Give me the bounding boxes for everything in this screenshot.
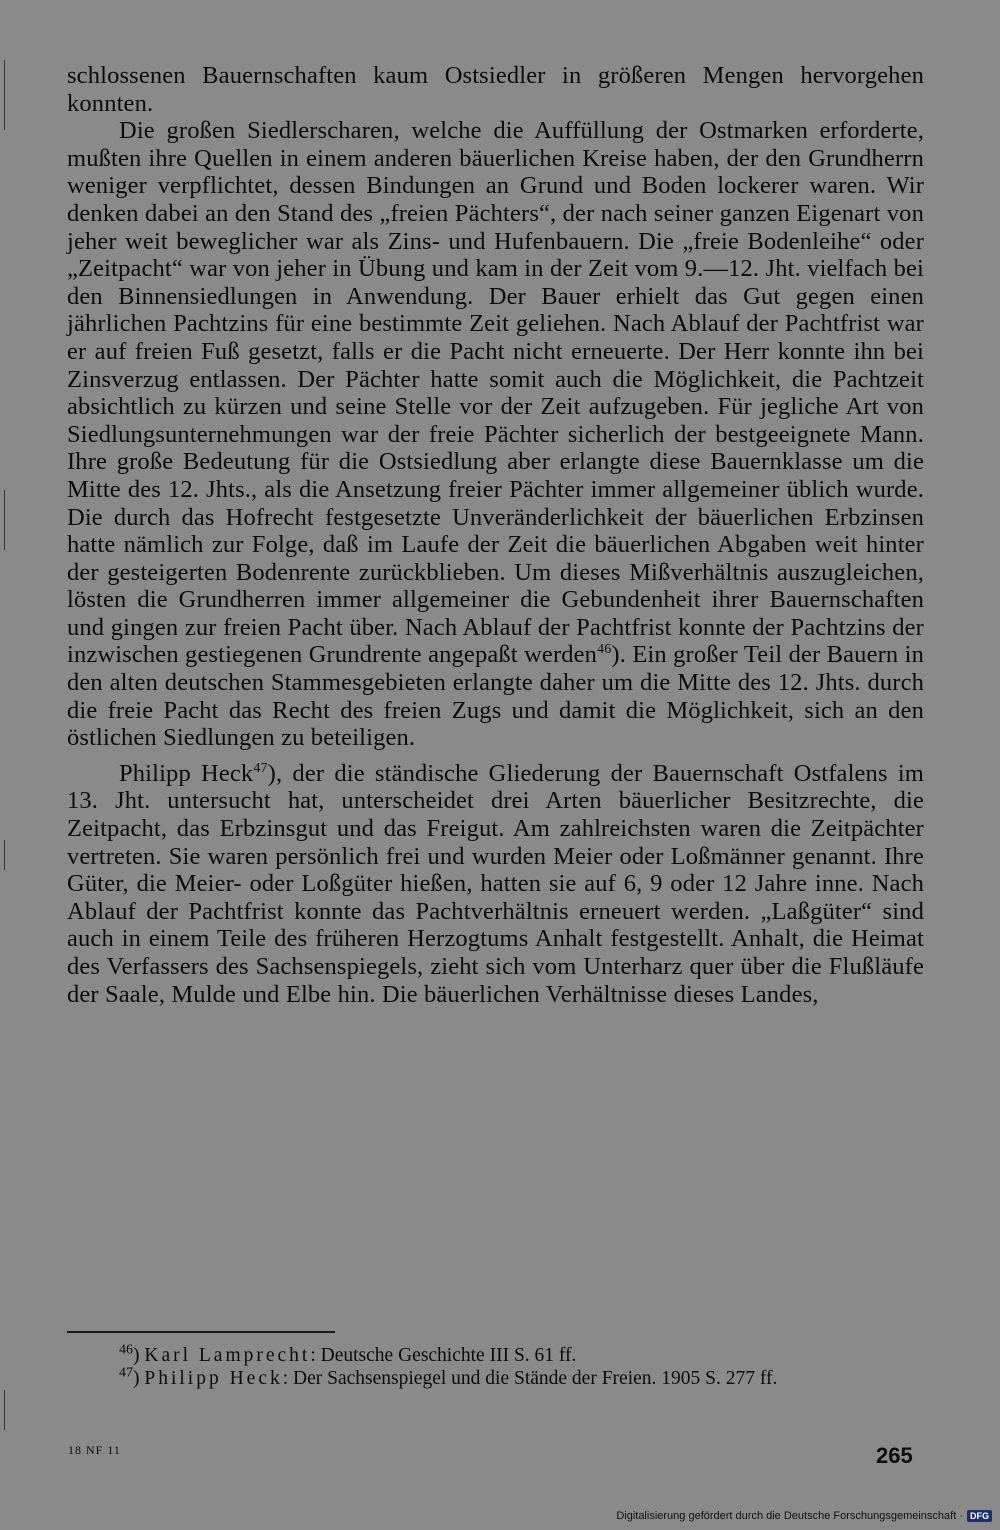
scan-edge-mark xyxy=(4,60,5,130)
footnote-text: : Deutsche Geschichte III S. 61 ff. xyxy=(310,1345,577,1366)
footnote-text: : Der Sachsenspiegel und die Stände der Freien. 1905 S. 277 ff. xyxy=(282,1368,778,1389)
footnotes xyxy=(67,1344,919,1390)
page-number: 265 xyxy=(876,1443,913,1468)
paragraph-text: Philipp Heck xyxy=(119,759,254,787)
dfg-logo-icon: DFG xyxy=(967,1510,992,1522)
printer-signature: 18 NF 11 xyxy=(68,1443,121,1457)
footnote-ref: 47 xyxy=(253,760,268,776)
footnote-author: Karl Lamprecht xyxy=(144,1345,311,1366)
footnote-47: $^{47}$) Philipp Heck: Der Sachsenspiegel und die Stände der Freien. 1905 S. 277 ff. xyxy=(119,1365,778,1389)
scan-edge-mark xyxy=(4,490,5,550)
footnote-ref: 46 xyxy=(597,642,612,658)
paragraph-continuation: schlossenen Bauernschaften kaum Ostsiedler in größeren Mengen hervorgehen konnten. xyxy=(67,62,924,117)
paragraph-text: Die großen Siedlerscharen, welche die Auffüllung der Ostmarken erforderte, mußten ihre Quellen in einem anderen bäuerlichen Kreise haben, der den Grundherrn weniger verpflichtet, dessen Bindungen an Grund und Boden lockerer waren. Wir denken dabei an den Stand des „freien Pächters“, der nach seiner ganzen Eigenart von jeher weit beweglicher war als Zins- und Hufenbauern. Die „freie Bodenleihe“ oder „Zeitpacht“ war von jeher in Übung und kam in der Zeit vom 9.—12. Jht. vielfach bei den Binnensiedlungen in Anwendung. Der Bauer erhielt das Gut gegen einen jährlichen Pachtzins für eine bestimmte Zeit geliehen. Nach Ablauf der Pachtfrist war er auf freien Fuß gesetzt, falls er die Pacht nicht erneuerte. Der Herr konnte ihn bei Zinsverzug entlassen. Der Pächter hatte somit auch die Möglichkeit, die Pachtzeit absichtlich zu kürzen und seine Stelle vor der Zeit aufzugeben. Für jegliche Art von Siedlungsunternehmungen war der freie Pächter sicherlich der bestgeeignete Mann. Ihre große Bedeutung für die Ostsiedlung aber erlangte diese Bauernklasse um die Mitte des 12. Jhts., als die Ansetzung freier Pächter immer allgemeiner üblich wurde. Die durch das Hofrecht festgesetzte Unveränderlichkeit der bäuerlichen Erbzinsen hatte nämlich zur Folge, daß im Laufe der Zeit die bäuerlichen Abgaben weit hinter der gesteigerten Bodenrente zurückblieben. Um dieses Mißverhältnis auszugleichen, lösten die Grundherren immer allgemeiner die Gebundenheit ihrer Bauernschaften und gingen zur freien Pacht über. Nach Ablauf der Pachtfrist konnte der Pachtzins der inzwischen gestiegenen Grundrente angepaßt werden xyxy=(67,117,924,669)
paragraph-text: ), der die ständische Gliederung der Bauernschaft Ostfalens im 13. Jht. untersucht hat, unterscheidet drei Arten bäuerlicher Besitzrechte, die Zeitpacht, das Erbzinsgut und das Freigut. Am zahlreichsten waren die Zeitpächter vertreten. Sie waren persönlich frei und wurden Meier oder Loßmänner genannt. Ihre Güter, die Meier- oder Loßgüter hießen, hatten sie auf 6, 9 oder 12 Jahre inne. Nach Ablauf der Pachtfrist konnte das Pachtverhältnis erneuert werden. „Laßgüter“ sind auch in einem Teile des früheren Herzogtums Anhalt festgestellt. Anhalt, die Heimat des Verfassers des Sachsenspiegels, zieht sich vom Unterharz quer über die Flußläufe der Saale, Mulde und Elbe hin. Die bäuerlichen Verhältnisse dieses Landes, xyxy=(67,759,924,1008)
footnote-number: 47 xyxy=(119,1365,133,1381)
scan-edge-mark xyxy=(4,1390,5,1430)
footnote-rule xyxy=(67,1331,335,1333)
main-text xyxy=(67,62,924,1008)
paragraph xyxy=(67,117,924,752)
paragraph xyxy=(67,760,924,1008)
credit-text: Digitalisierung gefördert durch die Deutsche Forschungsgemeinschaft · xyxy=(616,1510,963,1522)
scan-edge-mark xyxy=(4,840,5,870)
footnote-46: $^{46}$) Karl Lamprecht: Deutsche Geschichte III S. 61 ff. xyxy=(119,1342,577,1366)
paragraph-text: ). Ein großer Teil der Bauern in den alten deutschen Stammesgebieten erlangte daher um die Mitte des 12. Jhts. durch die freie Pacht das Recht des freien Zugs und damit die Möglichkeit, sich an den östlichen Siedlungen zu beteiligen. xyxy=(67,641,925,752)
footnote-author: Philipp Heck xyxy=(144,1368,283,1389)
footnote-number: 46 xyxy=(119,1342,133,1358)
digitization-credit xyxy=(616,1510,992,1522)
